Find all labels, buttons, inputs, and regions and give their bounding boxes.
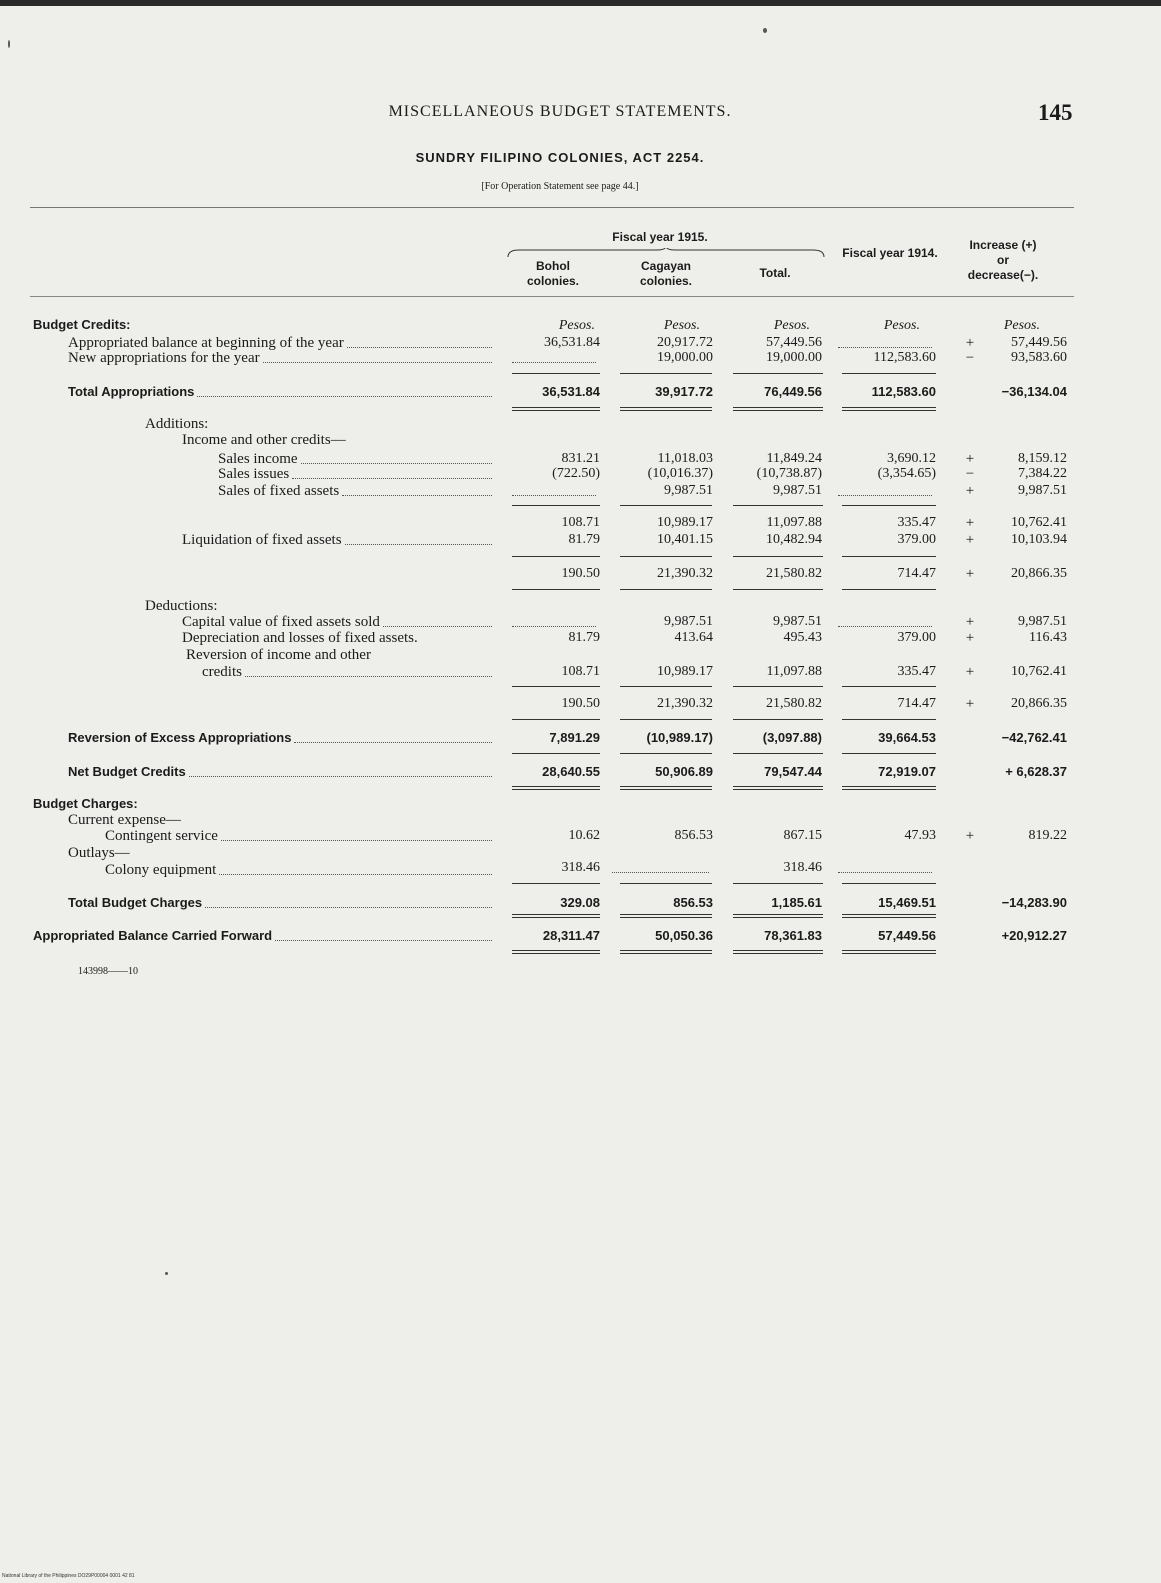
cell-liquidation-cagayan: 10,401.15 (657, 532, 713, 547)
cell-liquidation-bohol: 81.79 (568, 532, 600, 547)
cell-approp-balance-bohol: 36,531.84 (544, 335, 600, 350)
unit-change: Pesos. (1003, 318, 1040, 333)
cell-sales-issues-total: (10,738.87) (756, 466, 822, 481)
single-rule (512, 753, 600, 754)
leader-dots (342, 495, 492, 496)
unit-total: Pesos. (773, 318, 810, 333)
cell-subtotal-add-fy1914: 335.47 (897, 515, 936, 530)
cell-colony-equipment-bohol: 318.46 (561, 860, 600, 875)
cell-net-credits-change: + 6,628.37 (1005, 764, 1067, 779)
single-rule (842, 589, 936, 590)
cell-sales-income-fy1914: 3,690.12 (887, 451, 936, 466)
double-rule (620, 914, 712, 918)
cell-total-ded-fy1914: 714.47 (897, 696, 936, 711)
change-sign-sales-issues: − (965, 466, 975, 482)
row-label-contingent: Contingent service (105, 828, 218, 844)
leader-dots (345, 544, 492, 545)
cell-total-add-fy1914: 714.47 (897, 566, 936, 581)
cell-sales-income-bohol: 831.21 (561, 451, 600, 466)
cell-contingent-fy1914: 47.93 (904, 828, 936, 843)
single-rule (842, 883, 936, 884)
column-group-fy1915: Fiscal year 1915. (612, 230, 708, 244)
cell-sales-income-change: 8,159.12 (1018, 451, 1067, 466)
change-sign-subtotal-add: + (965, 515, 975, 531)
column-header-change-b: or (997, 253, 1009, 267)
single-rule (733, 719, 823, 720)
row-label-net-credits: Net Budget Credits (68, 764, 186, 779)
row-label-outlays: Outlays— (68, 845, 130, 861)
leader-dots (245, 676, 492, 677)
cell-total-ded-bohol: 190.50 (561, 696, 600, 711)
empty-cell-dots (512, 495, 596, 496)
cell-depreciation-cagayan: 413.64 (674, 630, 713, 645)
change-sign-approp-balance: + (965, 335, 975, 351)
row-label-liquidation: Liquidation of fixed assets (182, 532, 342, 548)
single-rule (733, 556, 823, 557)
cell-approp-balance-cagayan: 20,917.72 (657, 335, 713, 350)
cell-reversion-cagayan: 10,989.17 (657, 664, 713, 679)
double-rule (512, 407, 600, 411)
double-rule (620, 950, 712, 954)
row-label-reversion-b: credits (202, 664, 242, 680)
change-sign-depreciation: + (965, 630, 975, 646)
leader-dots (197, 396, 492, 397)
single-rule (620, 719, 712, 720)
single-rule (733, 686, 823, 687)
row-label-new-approp: New appropriations for the year (68, 350, 260, 366)
cell-total-ded-total: 21,580.82 (766, 696, 822, 711)
single-rule (842, 686, 936, 687)
single-rule (512, 883, 600, 884)
cell-new-approp-fy1914: 112,583.60 (873, 350, 936, 365)
cell-capital-value-cagayan: 9,987.51 (664, 614, 713, 629)
cell-sales-income-cagayan: 11,018.03 (657, 451, 713, 466)
scan-top-edge (0, 0, 1161, 6)
header-rule (30, 207, 1074, 208)
cell-sales-income-total: 11,849.24 (766, 451, 822, 466)
change-sign-reversion: + (965, 664, 975, 680)
empty-cell-dots (612, 872, 709, 873)
change-sign-sales-income: + (965, 451, 975, 467)
cell-depreciation-total: 495.43 (783, 630, 822, 645)
cell-total-charges-cagayan: 856.53 (673, 895, 713, 910)
change-sign-new-approp: − (965, 350, 975, 366)
cell-contingent-cagayan: 856.53 (674, 828, 713, 843)
cell-reversion-excess-bohol: 7,891.29 (549, 730, 600, 745)
leader-dots (221, 840, 492, 841)
cell-reversion-fy1914: 335.47 (897, 664, 936, 679)
leader-dots (292, 478, 492, 479)
cell-contingent-total: 867.15 (783, 828, 822, 843)
cell-total-charges-total: 1,185.61 (771, 895, 822, 910)
row-label-income-other: Income and other credits— (182, 432, 346, 448)
statement-note: [For Operation Statement see page 44.] (481, 181, 639, 192)
row-label-additions: Additions: (145, 416, 209, 432)
cell-colony-equipment-total: 318.46 (783, 860, 822, 875)
cell-total-charges-change: −14,283.90 (1001, 895, 1067, 910)
cell-reversion-excess-change: −42,762.41 (1001, 730, 1067, 745)
cell-approp-forward-fy1914: 57,449.56 (878, 928, 936, 943)
single-rule (733, 753, 823, 754)
single-rule (512, 589, 600, 590)
leader-dots (263, 362, 492, 363)
cell-total-approp-total: 76,449.56 (764, 384, 822, 399)
single-rule (512, 505, 600, 506)
cell-total-charges-fy1914: 15,469.51 (878, 895, 936, 910)
row-label-deductions: Deductions: (145, 598, 218, 614)
cell-subtotal-add-cagayan: 10,989.17 (657, 515, 713, 530)
double-rule (733, 786, 823, 790)
scan-speck (165, 1272, 168, 1275)
cell-subtotal-add-bohol: 108.71 (561, 515, 600, 530)
leader-dots (294, 742, 492, 743)
change-sign-total-ded: + (965, 696, 975, 712)
double-rule (620, 786, 712, 790)
row-label-total-charges: Total Budget Charges (68, 895, 203, 910)
cell-approp-forward-cagayan: 50,050.36 (655, 928, 713, 943)
unit-bohol: Pesos. (558, 318, 595, 333)
row-label-sales-fixed: Sales of fixed assets (218, 483, 340, 499)
cell-total-ded-cagayan: 21,390.32 (657, 696, 713, 711)
cell-sales-fixed-change: 9,987.51 (1018, 483, 1067, 498)
leader-dots (189, 776, 492, 777)
single-rule (842, 753, 936, 754)
cell-sales-issues-change: 7,384.22 (1018, 466, 1067, 481)
row-label-approp-balance: Appropriated balance at beginning of the year (68, 335, 344, 351)
empty-cell-dots (512, 362, 596, 363)
cell-approp-balance-change: 57,449.56 (1011, 335, 1067, 350)
single-rule (733, 883, 823, 884)
single-rule (620, 753, 712, 754)
cell-reversion-excess-fy1914: 39,664.53 (878, 730, 936, 745)
single-rule (512, 373, 600, 374)
row-label-reversion-a: Reversion of income and other (186, 647, 371, 663)
column-header-fy1914: Fiscal year 1914. (842, 246, 938, 260)
double-rule (620, 407, 712, 411)
single-rule (620, 686, 712, 687)
single-rule (733, 589, 823, 590)
cell-new-approp-change: 93,583.60 (1011, 350, 1067, 365)
column-group-brace (507, 248, 825, 258)
column-header-total: Total. (759, 266, 791, 280)
double-rule (842, 950, 936, 954)
column-header-cagayan: Cagayan colonies. (639, 259, 692, 288)
single-rule (512, 556, 600, 557)
double-rule (733, 407, 823, 411)
row-label-budget-credits: Budget Credits: (33, 317, 131, 332)
single-rule (842, 556, 936, 557)
leader-dots (383, 626, 492, 627)
cell-liquidation-total: 10,482.94 (766, 532, 822, 547)
empty-cell-dots (838, 626, 932, 627)
cell-contingent-change: 819.22 (1028, 828, 1067, 843)
change-sign-contingent: + (965, 828, 975, 844)
row-label-budget-charges: Budget Charges: (33, 796, 138, 811)
cell-total-charges-bohol: 329.08 (560, 895, 600, 910)
row-label-total-approp: Total Appropriations (68, 384, 195, 399)
row-label-current-expense: Current expense— (68, 812, 181, 828)
single-rule (842, 505, 936, 506)
cell-reversion-excess-cagayan: (10,989.17) (646, 730, 713, 745)
row-label-approp-forward: Appropriated Balance Carried Forward (33, 928, 273, 943)
cell-total-add-bohol: 190.50 (561, 566, 600, 581)
scan-speck (763, 28, 767, 33)
single-rule (620, 883, 712, 884)
change-sign-total-add: + (965, 566, 975, 582)
cell-total-approp-bohol: 36,531.84 (542, 384, 600, 399)
column-header-change-a: Increase (+) (969, 238, 1037, 252)
column-header-bohol: Bohol colonies. (526, 259, 579, 288)
single-rule (842, 719, 936, 720)
single-rule (620, 373, 712, 374)
leader-dots (275, 940, 492, 941)
cell-reversion-excess-total: (3,097.88) (762, 730, 822, 745)
print-code: 143998——10 (78, 966, 138, 977)
cell-sales-fixed-cagayan: 9,987.51 (664, 483, 713, 498)
cell-approp-forward-total: 78,361.83 (764, 928, 822, 943)
cell-liquidation-change: 10,103.94 (1011, 532, 1067, 547)
leader-dots (205, 907, 492, 908)
single-rule (620, 589, 712, 590)
double-rule (842, 407, 936, 411)
cell-subtotal-add-change: 10,762.41 (1011, 515, 1067, 530)
row-label-reversion-excess: Reversion of Excess Appropriations (68, 730, 292, 745)
cell-sales-fixed-total: 9,987.51 (773, 483, 822, 498)
cell-sales-issues-fy1914: (3,354.65) (877, 466, 936, 481)
cell-net-credits-fy1914: 72,919.07 (878, 764, 936, 779)
row-label-sales-issues: Sales issues (218, 466, 290, 482)
cell-capital-value-change: 9,987.51 (1018, 614, 1067, 629)
cell-capital-value-total: 9,987.51 (773, 614, 822, 629)
double-rule (512, 786, 600, 790)
scan-speck (8, 40, 10, 48)
cell-subtotal-add-total: 11,097.88 (766, 515, 822, 530)
unit-fy1914: Pesos. (883, 318, 920, 333)
single-rule (620, 556, 712, 557)
cell-depreciation-fy1914: 379.00 (897, 630, 936, 645)
double-rule (512, 950, 600, 954)
cell-total-ded-change: 20,866.35 (1011, 696, 1067, 711)
empty-cell-dots (838, 347, 932, 348)
cell-reversion-total: 11,097.88 (766, 664, 822, 679)
double-rule (733, 950, 823, 954)
cell-depreciation-bohol: 81.79 (568, 630, 600, 645)
cell-depreciation-change: 116.43 (1029, 630, 1067, 645)
cell-reversion-bohol: 108.71 (561, 664, 600, 679)
single-rule (512, 686, 600, 687)
cell-total-add-cagayan: 21,390.32 (657, 566, 713, 581)
cell-sales-issues-bohol: (722.50) (552, 466, 600, 481)
cell-total-add-change: 20,866.35 (1011, 566, 1067, 581)
cell-reversion-change: 10,762.41 (1011, 664, 1067, 679)
cell-net-credits-cagayan: 50,906.89 (655, 764, 713, 779)
row-label-depreciation: Depreciation and losses of fixed assets. (182, 630, 418, 646)
cell-total-add-total: 21,580.82 (766, 566, 822, 581)
cell-new-approp-total: 19,000.00 (766, 350, 822, 365)
single-rule (620, 505, 712, 506)
cell-net-credits-total: 79,547.44 (764, 764, 822, 779)
cell-approp-balance-total: 57,449.56 (766, 335, 822, 350)
single-rule (733, 505, 823, 506)
single-rule (733, 373, 823, 374)
cell-sales-issues-cagayan: (10,016.37) (647, 466, 713, 481)
unit-cagayan: Pesos. (663, 318, 700, 333)
cell-approp-forward-change: +20,912.27 (1001, 928, 1067, 943)
column-header-change-c: decrease(−). (967, 268, 1039, 282)
empty-cell-dots (512, 626, 596, 627)
cell-new-approp-cagayan: 19,000.00 (657, 350, 713, 365)
leader-dots (219, 874, 492, 875)
cell-approp-forward-bohol: 28,311.47 (542, 928, 600, 943)
header-bottom-rule (30, 296, 1074, 297)
library-credit: National Library of the Philippines DO29P00004 0001 42 81 (2, 1573, 135, 1579)
row-label-capital-value: Capital value of fixed assets sold (182, 614, 380, 630)
double-rule (512, 914, 600, 918)
cell-total-approp-change: −36,134.04 (1001, 384, 1067, 399)
cell-total-approp-cagayan: 39,917.72 (655, 384, 713, 399)
empty-cell-dots (838, 872, 932, 873)
statement-title: SUNDRY FILIPINO COLONIES, ACT 2254. (415, 150, 705, 165)
cell-total-approp-fy1914: 112,583.60 (871, 384, 936, 399)
single-rule (842, 373, 936, 374)
single-rule (512, 719, 600, 720)
leader-dots (347, 347, 492, 348)
cell-net-credits-bohol: 28,640.55 (542, 764, 600, 779)
cell-liquidation-fy1914: 379.00 (897, 532, 936, 547)
change-sign-capital-value: + (965, 614, 975, 630)
double-rule (733, 914, 823, 918)
double-rule (842, 786, 936, 790)
leader-dots (301, 463, 492, 464)
empty-cell-dots (838, 495, 932, 496)
page-number: 145 (1038, 100, 1073, 125)
change-sign-liquidation: + (965, 532, 975, 548)
double-rule (842, 914, 936, 918)
cell-contingent-bohol: 10.62 (568, 828, 600, 843)
row-label-sales-income: Sales income (218, 451, 298, 467)
change-sign-sales-fixed: + (965, 483, 975, 499)
running-title: MISCELLANEOUS BUDGET STATEMENTS. (388, 103, 732, 120)
row-label-colony-equipment: Colony equipment (105, 862, 217, 878)
